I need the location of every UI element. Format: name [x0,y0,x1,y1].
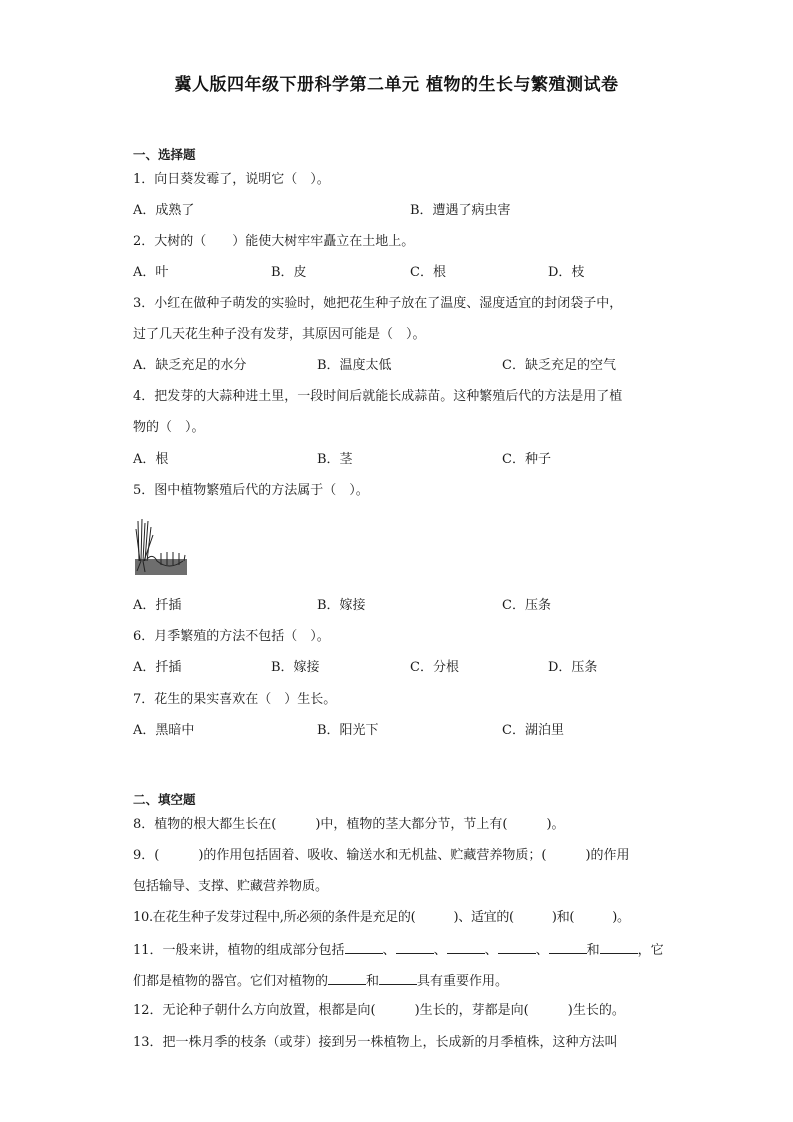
q6-option-b: B．嫁接 [271,660,320,675]
q11-sep: 、 [535,943,549,958]
q11-sep: 、 [433,943,447,958]
q2-option-a: A．叶 [133,265,169,280]
q5-option-b: B．嫁接 [317,598,366,613]
question-1: 1．向日葵发霉了，说明它（ ）。 [133,172,330,187]
q5-option-a: A．扦插 [133,598,182,613]
q3-option-a: A．缺乏充足的水分 [133,358,247,373]
q4-option-b: B．茎 [317,452,353,467]
question-9-cont: 包括输导、支撑、贮藏营养物质。 [133,879,329,894]
question-9: 9．( )的作用包括固着、吸收、输送水和无机盐、贮藏营养物质；( )的作用 [133,848,630,863]
q1-option-a: A．成熟了 [133,203,195,218]
section-heading-choice: 一、选择题 [133,147,196,162]
question-8: 8．植物的根大都生长在( )中，植物的茎大都分节，节上有( )。 [133,817,565,832]
q7-option-b: B．阳光下 [317,723,379,738]
question-11 [133,941,664,959]
q7-option-a: A．黑暗中 [133,723,195,738]
q3-option-b: B．温度太低 [317,358,392,373]
q11-sep: 、 [382,943,396,958]
q11-prefix: 11．一般来讲，植物的组成部分包括 [133,943,345,958]
q11-blank-2[interactable] [396,941,434,954]
q11b-suffix: 具有重要作用。 [417,974,509,989]
q11-blank-7[interactable] [328,972,366,985]
q3-option-c: C．缺乏充足的空气 [502,358,616,373]
question-12: 12．无论种子朝什么方向放置，根都是向( )生长的，芽都是向( )生长的。 [133,1003,625,1018]
question-3-cont: 过了几天花生种子没有发芽，其原因可能是（ ）。 [133,327,426,342]
q11-and: 和 [586,943,600,958]
q11-blank-4[interactable] [498,941,536,954]
question-13: 13．把一株月季的枝条（或芽）接到另一株植物上，长成新的月季植株，这种方法叫 [133,1035,618,1050]
q7-option-c: C．湖泊里 [502,723,564,738]
q11-blank-8[interactable] [379,972,417,985]
q11b-and: 和 [366,974,380,989]
q4-option-c: C．种子 [502,452,551,467]
q2-option-d: D．枝 [548,265,585,280]
question-5: 5．图中植物繁殖后代的方法属于（ ）。 [133,483,369,498]
q6-option-c: C．分根 [410,660,459,675]
plant-layering-illustration [133,515,189,578]
question-3: 3．小红在做种子萌发的实验时，她把花生种子放在了温度、湿度适宜的封闭袋子中， [133,296,623,311]
q6-option-a: A．扦插 [133,660,182,675]
question-10: 10.在花生种子发芽过程中,所必须的条件是充足的( )、适宜的( )和( )。 [133,910,630,925]
question-4: 4．把发芽的大蒜种进土里，一段时间后就能长成蒜苗。这种繁殖后代的方法是用了植 [133,389,623,404]
question-2: 2．大树的（ ）能使大树牢牢矗立在土地上。 [133,234,415,249]
section-heading-fill-blank: 二、填空题 [133,792,196,807]
q11-blank-5[interactable] [549,941,587,954]
q11-blank-6[interactable] [600,941,638,954]
q11b-prefix: 们都是植物的器官。它们对植物的 [133,974,329,989]
q4-option-a: A．根 [133,452,169,467]
question-6: 6．月季繁殖的方法不包括（ ）。 [133,629,330,644]
q11-suffix: ，它 [637,943,664,958]
q2-option-c: C．根 [410,265,446,280]
question-4-cont: 物的（ ）。 [133,420,205,435]
q6-option-d: D．压条 [548,660,598,675]
question-11-cont [133,972,508,990]
question-7: 7．花生的果实喜欢在（ ）生长。 [133,692,337,707]
q11-blank-3[interactable] [447,941,485,954]
q1-option-b: B．遭遇了病虫害 [410,203,511,218]
q11-sep: 、 [484,943,498,958]
q11-blank-1[interactable] [345,941,383,954]
q2-option-b: B．皮 [271,265,307,280]
q5-option-c: C．压条 [502,598,551,613]
page-title: 冀人版四年级下册科学第二单元 植物的生长与繁殖测试卷 [174,75,619,95]
